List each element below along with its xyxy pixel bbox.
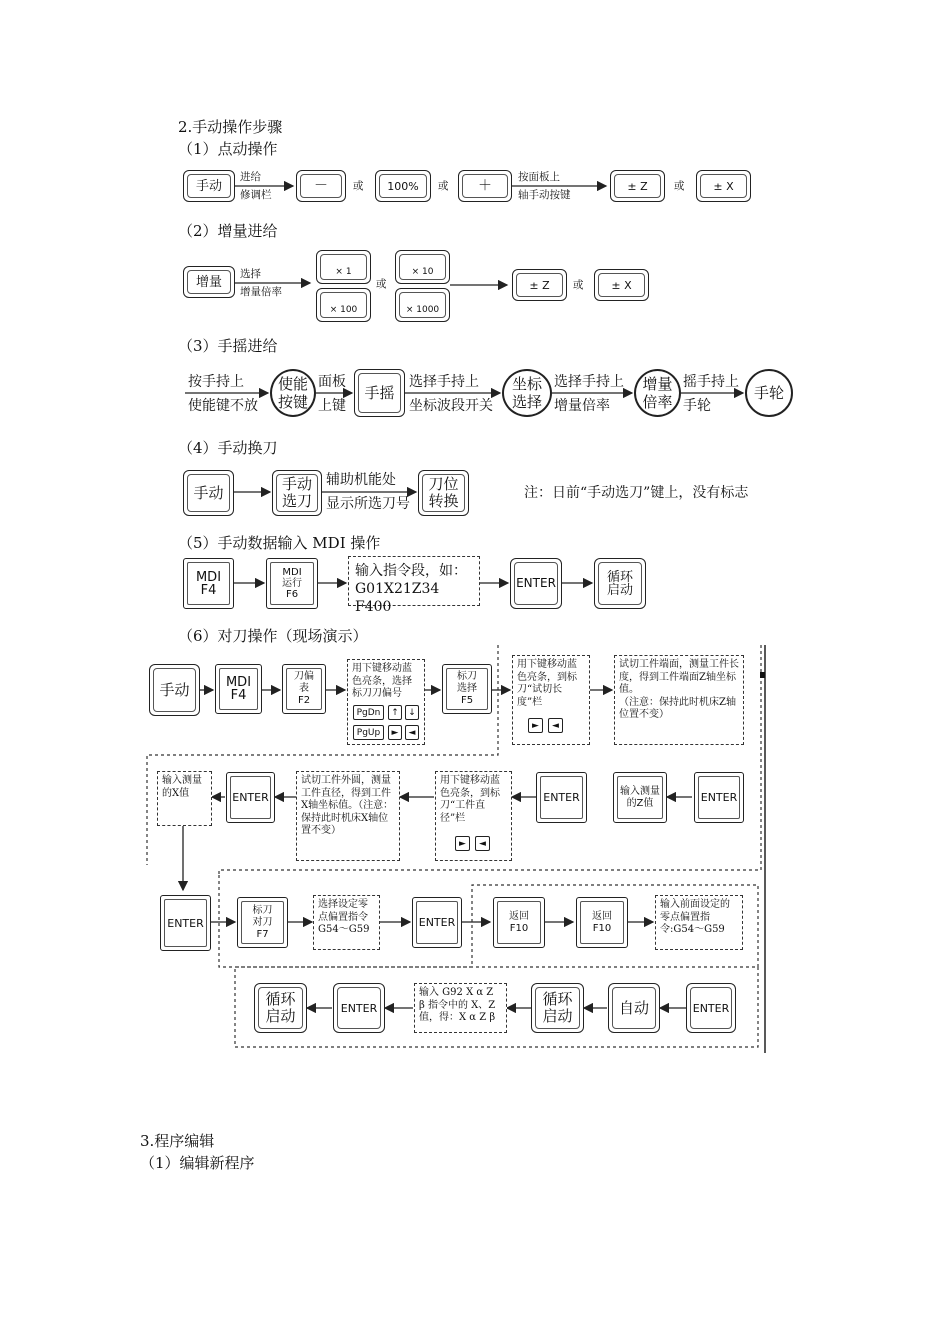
arrow-right-icon[interactable]: ► bbox=[528, 718, 543, 733]
show-tool-number-label: 显示所选刀号 bbox=[326, 496, 410, 512]
select-handheld-label: 选择手持上 bbox=[554, 374, 624, 390]
select-zero-offset-box: 选择设定零点偏置指令G54～G59 bbox=[313, 895, 380, 950]
axis-key-label: 轴手动按键 bbox=[518, 189, 571, 201]
arrow-right-icon[interactable]: ► bbox=[388, 725, 402, 740]
axis-select-key[interactable]: 坐标 选择 bbox=[502, 369, 552, 417]
or-label: 或 bbox=[573, 279, 584, 291]
std-tool-setting-f7-key[interactable]: 标刀 对刀 F7 bbox=[237, 897, 288, 948]
enter-key[interactable]: ENTER bbox=[333, 983, 385, 1033]
or-label: 或 bbox=[438, 180, 449, 192]
arrow-left-icon[interactable]: ◄ bbox=[548, 718, 563, 733]
cycle-start-key[interactable]: 循环 启动 bbox=[531, 983, 584, 1033]
arrow-down-icon[interactable]: ↓ bbox=[405, 705, 419, 720]
manual-key[interactable]: 手动 bbox=[183, 470, 234, 516]
select-tool-offset-text: 用下键移动蓝色亮条，选择标刀刀偏号 bbox=[352, 663, 412, 699]
x1-key[interactable]: × 1 bbox=[316, 250, 371, 284]
or-label: 或 bbox=[376, 278, 387, 290]
plus-key[interactable]: ＋ bbox=[458, 170, 512, 202]
increment-heading: （2）增量进给 bbox=[178, 222, 278, 240]
enable-hold-label: 使能键不放 bbox=[188, 398, 258, 414]
section-3-heading: 3.程序编辑 bbox=[140, 1132, 215, 1150]
x1000-key[interactable]: × 1000 bbox=[395, 288, 450, 322]
arrow-up-icon[interactable]: ↑ bbox=[388, 705, 402, 720]
input-zero-offset-box: 输入前面设定的零点偏置指令:G54～G59 bbox=[655, 895, 743, 950]
feed-label: 进给 bbox=[240, 171, 261, 183]
enter-key[interactable]: ENTER bbox=[686, 983, 736, 1033]
increment-key[interactable]: 增量 bbox=[183, 266, 235, 298]
select-handheld-label: 选择手持上 bbox=[409, 374, 479, 390]
std-tool-select-f5-key[interactable]: 标刀 选择 F5 bbox=[442, 664, 492, 714]
manual-key[interactable]: 手动 bbox=[149, 664, 200, 716]
or-label: 或 bbox=[674, 180, 685, 192]
aux-function-label: 辅助机能处 bbox=[326, 472, 396, 488]
auto-key[interactable]: 自动 bbox=[608, 983, 660, 1033]
handheld-label: 按手持上 bbox=[188, 374, 244, 390]
enter-key[interactable]: ENTER bbox=[694, 772, 744, 823]
trial-cut-face-box: 试切工件端面，测量工件长度，得到工件端面Z轴坐标值。 （注意：保持此时机床Z轴位置不变） bbox=[614, 655, 744, 745]
shake-handheld-label: 摇手持上 bbox=[683, 374, 739, 390]
move-to-diameter-box bbox=[435, 771, 512, 861]
panel-label: 按面板上 bbox=[518, 171, 560, 183]
manual-key[interactable]: 手动 bbox=[183, 170, 235, 202]
arrow-left-icon[interactable]: ◄ bbox=[475, 836, 490, 851]
arrow-right-icon[interactable]: ► bbox=[455, 836, 470, 851]
move-to-length-text: 用下键移动蓝色亮条，到标刀“试切长度”栏 bbox=[517, 659, 577, 708]
axis-switch-label: 坐标波段开关 bbox=[409, 398, 493, 414]
enter-key[interactable]: ENTER bbox=[226, 772, 275, 823]
toolchange-note: 注：日前“手动选刀”键上，没有标志 bbox=[524, 485, 749, 501]
edit-program-heading: （1）编辑新程序 bbox=[140, 1154, 255, 1172]
increment-rate-label: 增量倍率 bbox=[554, 398, 610, 414]
return-f10-key[interactable]: 返回 F10 bbox=[576, 897, 628, 948]
cycle-start-key[interactable]: 循环 启动 bbox=[594, 558, 646, 609]
mdi-input-box: 输入指令段，如： G01X21Z34 F400 bbox=[348, 556, 480, 606]
input-g92-box: 输入 G92 X α Z β 指令中的 X、Z 值，得：X α Z β bbox=[414, 983, 507, 1033]
input-measured-x-box: 输入测量的X值 bbox=[157, 771, 212, 826]
mdi-f4-key[interactable]: MDI F4 bbox=[215, 664, 262, 714]
trial-cut-outer-box: 试切工件外圆，测量工件直径，得到工件X轴坐标值。（注意：保持此时机床X轴位置不变） bbox=[296, 771, 400, 861]
increment-rate-label: 增量倍率 bbox=[240, 286, 282, 298]
enter-key[interactable]: ENTER bbox=[160, 895, 211, 951]
mdi-heading: （5）手动数据输入 MDI 操作 bbox=[178, 534, 381, 552]
handwheel-label: 手轮 bbox=[683, 398, 711, 414]
increment-rate-key[interactable]: 增量 倍率 bbox=[634, 369, 681, 417]
jog-heading: （1）点动操作 bbox=[178, 140, 278, 158]
upper-key-label: 上键 bbox=[318, 398, 346, 414]
x10-key[interactable]: × 10 bbox=[395, 250, 450, 284]
percent-100-key[interactable]: 100% bbox=[375, 170, 431, 202]
tool-position-change-key[interactable]: 刀位 转换 bbox=[418, 470, 469, 516]
manual-tool-select-key[interactable]: 手动 选刀 bbox=[272, 470, 322, 516]
z-axis-key[interactable]: ± Z bbox=[512, 269, 567, 301]
section-2-heading: 2.手动操作步骤 bbox=[178, 118, 283, 136]
enter-key[interactable]: ENTER bbox=[510, 558, 562, 609]
mdi-run-f6-key[interactable]: MDI 运行 F6 bbox=[266, 558, 318, 609]
input-measured-z-key[interactable]: 输入测量的Z值 bbox=[613, 772, 667, 823]
arrow-left-icon[interactable]: ◄ bbox=[405, 725, 419, 740]
mdi-f4-key[interactable]: MDI F4 bbox=[183, 558, 234, 609]
pgdn-key[interactable]: PgDn bbox=[353, 705, 384, 720]
enable-key[interactable]: 使能 按键 bbox=[270, 369, 316, 417]
cycle-start-key[interactable]: 循环 启动 bbox=[254, 983, 307, 1033]
x-axis-key[interactable]: ± X bbox=[696, 170, 751, 202]
select-label: 选择 bbox=[240, 268, 261, 280]
tool-offset-f2-key[interactable]: 刀偏 表 F2 bbox=[282, 664, 326, 714]
minus-key[interactable]: － bbox=[296, 170, 346, 202]
move-to-diameter-text: 用下键移动蓝色亮条，到标刀“工件直径”栏 bbox=[440, 775, 500, 824]
or-label: 或 bbox=[353, 180, 364, 192]
panel-label: 面板 bbox=[318, 374, 346, 390]
x-axis-key[interactable]: ± X bbox=[594, 269, 649, 301]
enter-key[interactable]: ENTER bbox=[412, 897, 462, 948]
handwheel-heading: （3）手摇进给 bbox=[178, 337, 278, 355]
pgup-key[interactable]: PgUp bbox=[353, 725, 384, 740]
z-axis-key[interactable]: ± Z bbox=[610, 170, 665, 202]
handwheel-button[interactable]: 手轮 bbox=[745, 369, 793, 417]
toolchange-heading: （4）手动换刀 bbox=[178, 439, 278, 457]
enter-key[interactable]: ENTER bbox=[536, 772, 587, 823]
override-label: 修调栏 bbox=[240, 189, 272, 201]
x100-key[interactable]: × 100 bbox=[316, 288, 371, 322]
return-f10-key[interactable]: 返回 F10 bbox=[493, 897, 545, 948]
handwheel-key[interactable]: 手摇 bbox=[354, 369, 405, 417]
toolset-heading: （6）对刀操作（现场演示） bbox=[178, 627, 368, 645]
